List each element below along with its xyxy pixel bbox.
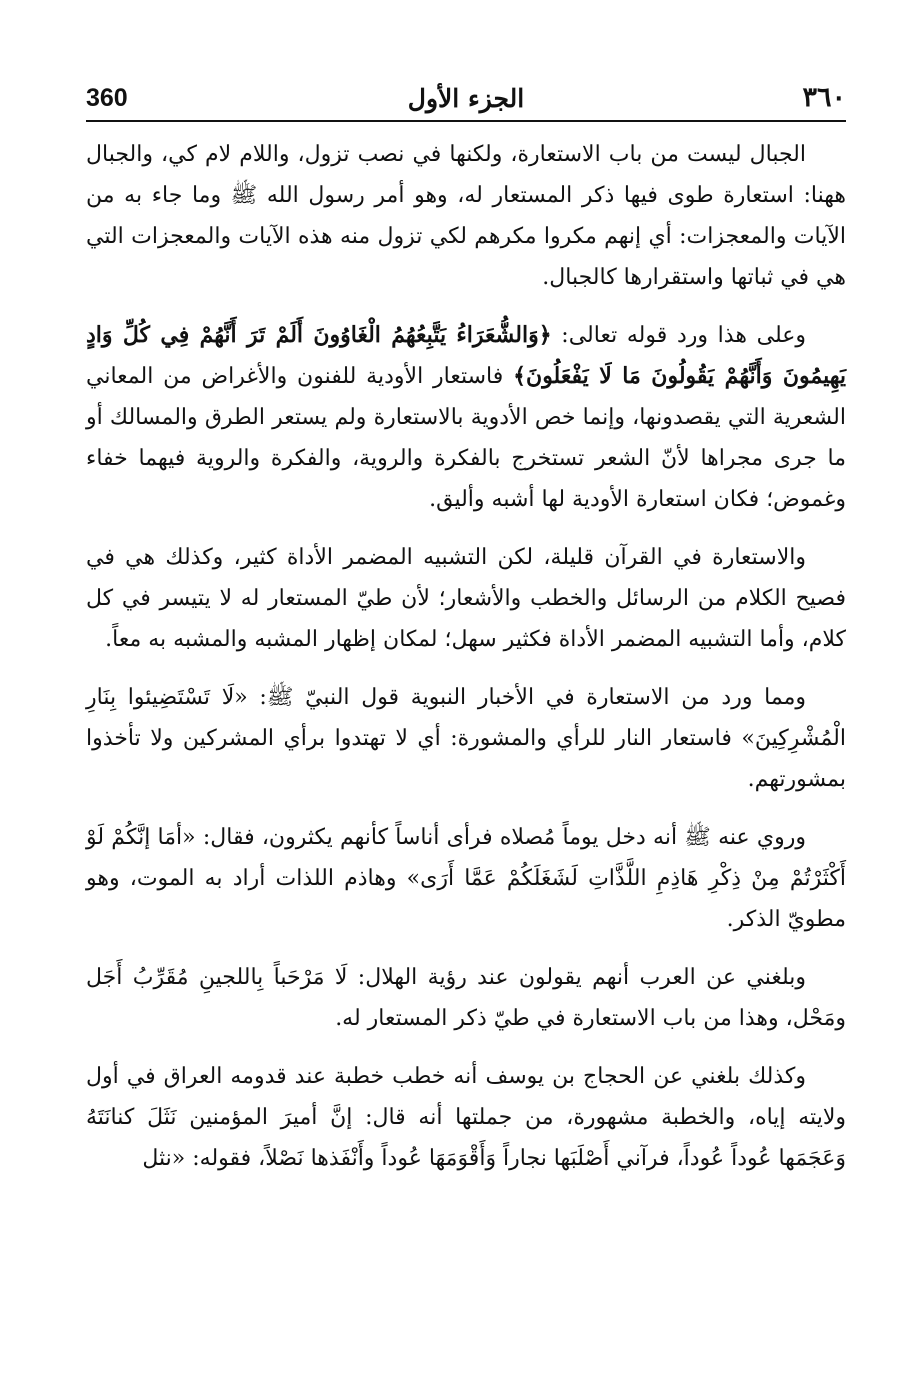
page-body (86, 134, 846, 1179)
paragraph-6: وبلغني عن العرب أنهم يقولون عند رؤية الهلال: لَا مَرْحَباً بِاللجينِ مُقَرِّبُ أَجَل ومَحْل، وهذا من باب الاستعارة في طيّ ذكر المستعار له. (86, 965, 846, 1031)
paragraph-4: ومما ورد من الاستعارة في الأخبار النبوية قول النبيّ ﷺ: «لَا تَسْتَضِيئوا بِنَارِ الْمُشْرِكِينَ» فاستعار النار للرأي والمشورة: أي لا تهتدوا برأي المشركين ولا تأخذوا بمشورتهم. (86, 685, 846, 792)
page-header (86, 80, 846, 122)
paragraph-5: وروي عنه ﷺ أنه دخل يوماً مُصلاه فرأى أناساً كأنهم يكثرون، فقال: «أمَا إنَّكُمْ لَوْ أَكْثَرْتُمْ مِنْ ذِكْرِ هَاذِمِ اللَّذَّاتِ لَشَغَلَكُمْ عَمَّا أَرَى» وهاذم اللذات أراد به الموت، وهو مطويّ الذكر. (86, 825, 846, 932)
paragraph-2-commentary: فاستعار الأودية للفنون والأغراض من المعاني الشعرية التي يقصدونها، وإنما خص الأدوية بالاستعارة ولم يستعر الطرق والمسالك أو ما جرى مجراها لأنّ الشعر تستخرج بالفكرة والروية، والفكرة والروية فيهما خفاء وغموض؛ فكان استعارة الأودية لها أشبه وأليق. (86, 364, 846, 512)
paragraph-1: الجبال ليست من باب الاستعارة، ولكنها في نصب تزول، واللام لام كي، والجبال ههنا: استعارة طوى فيها ذكر المستعار له، وهو أمر رسول الله ﷺ وما جاء به من الآيات والمعجزات: أي إنهم مكروا مكرهم لكي تزول منه هذه الآيات والمعجزات التي هي في ثباتها واستقرارها كالجبال. (86, 142, 846, 290)
book-page (86, 80, 846, 1196)
paragraph-3: والاستعارة في القرآن قليلة، لكن التشبيه المضمر الأداة كثير، وكذلك هي في فصيح الكلام من الرسائل والخطب والأشعار؛ لأن طيّ المستعار له لا يتيسر في كل كلام، وأما التشبيه المضمر الأداة فكثير سهل؛ لمكان إظهار المشبه والمشبه به معاً. (86, 545, 846, 652)
paragraph-7: وكذلك بلغني عن الحجاج بن يوسف أنه خطب خطبة عند قدومه العراق في أول ولايته إياه، والخطبة مشهورة، من جملتها أنه قال: إنَّ أميرَ المؤمنين نَثَلَ كنانَتَهُ وَعَجَمَها عُوداً عُوداً، فرآني أَصْلَبَها نجاراً وَأَقْوَمَهَا عُوداً وأَنْفَذها نَصْلاً، فقوله: «نثل (86, 1064, 846, 1171)
page-number-arabic: ٣٦٠ (802, 82, 846, 113)
paragraph-2 (86, 315, 846, 520)
running-title: الجزء الأول (407, 84, 525, 113)
paragraph-2-intro: وعلى هذا ورد قوله تعالى: (551, 323, 807, 348)
page-number-latin: 360 (86, 84, 128, 112)
quran-verse: ﴿وَالشُّعَرَاءُ يَتَّبِعُهُمُ الْغَاوُونَ أَلَمْ تَرَ أَنَّهُمْ فِي كُلِّ وَادٍ يَهِيمُونَ وَأَنَّهُمْ يَقُولُونَ مَا لَا يَفْعَلُونَ﴾ (86, 322, 846, 389)
